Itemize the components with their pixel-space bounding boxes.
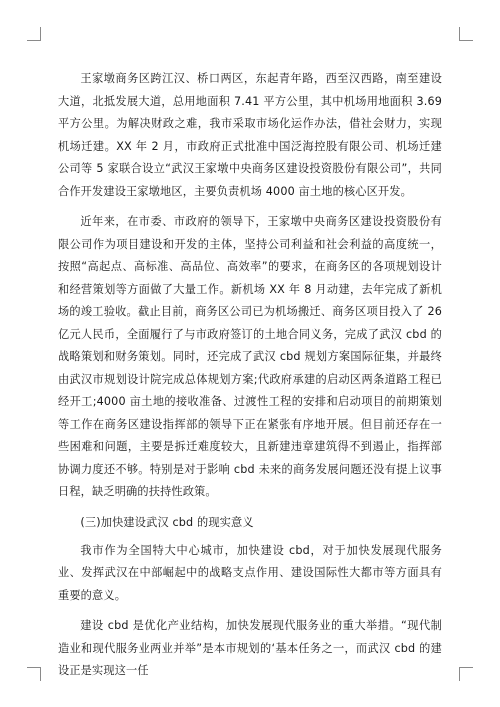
crop-mark-bottom-left-v bbox=[40, 667, 41, 681]
crop-mark-top-left-h bbox=[27, 40, 41, 41]
crop-mark-top-right-h bbox=[459, 40, 473, 41]
paragraph-industry-structure: 建设 cbd 是优化产业结构，加快发展现代服务业的重大举措。“现代制造业和现代服务业两业并举”是本市规划的‘基本任务之一，而武汉 cbd 的建设正是实现这一任 bbox=[58, 619, 442, 677]
paragraph-wangjiadun-overview: 王家墩商务区跨江汉、桥口两区，东起青年路，西至汉西路，南至建设大道，北抵发展大道，总用地面积 7.41 平方公里，其中机场用地面积 3.69 平方公里。为解决财政之难，我市采取市场化运作办法，借社会财力，实现机场迁建。XX 年 2 月，市政府正式批准中国泛海控股有限公司、机场迁建公司等 5 家联合设立“武汉王家墩中央商务区建设投资股份有限公司”，共同合作开发建设王家墩地区，主要负责机场 4000 亩土地的核心区开发。 bbox=[58, 72, 442, 198]
paragraph-significance-intro: 我市作为全国特大中心城市，加快建设 cbd，对于加快发展现代服务业、发挥武汉在中部崛起中的战略支点作用、建设国际性大都市等方面具有重要的意义。 bbox=[58, 543, 442, 602]
section-heading: (三)加快建设武汉 cbd 的现实意义 bbox=[80, 515, 254, 529]
paragraph-progress-and-issues: 近年来，在市委、市政府的领导下，王家墩中央商务区建设投资股份有限公司作为项目建设和开发的主体，坚持公司利益和社会利益的高度统一，按照“高起点、高标准、高品位、高效率”的要求，在商务区的各项规划设计和经营策划等方面做了大量工作。新机场 XX 年 8 月动建，去年完成了新机场的竣工验收。截止目前，商务区公司已为机场搬迁、商务区项目投入了 26 亿元人民币，全面履行了与市政府签订的土地合同义务，完成了武汉 cbd 的战略策划和财务策划。同时，还完成了武汉 cbd 规划方案国际征集，并最终由武汉市规划设计院完成总体规划方案;代政府承建的启动区两条道路工程已经开工;4000 亩土地的接收准备、过渡性工程的安排和启动项目的前期策划等工作在商务区建设指挥部的领导下正在紧张有序地开展。但目前还存在一些困难和问题，主要是拆迁难度较大，且新建违章建筑得不到遏止，指挥部协调力度还不够。特别是对于影响 cbd 未来的商务发展问题还没有提上议事日程，缺乏明确的扶持性政策。 bbox=[58, 215, 442, 498]
crop-mark-bottom-right-h bbox=[459, 667, 473, 668]
crop-mark-top-left-v bbox=[40, 27, 41, 41]
document-body bbox=[58, 68, 442, 691]
crop-mark-top-right-v bbox=[459, 27, 460, 41]
crop-mark-bottom-right-v bbox=[459, 667, 460, 681]
crop-mark-bottom-left-h bbox=[27, 667, 41, 668]
